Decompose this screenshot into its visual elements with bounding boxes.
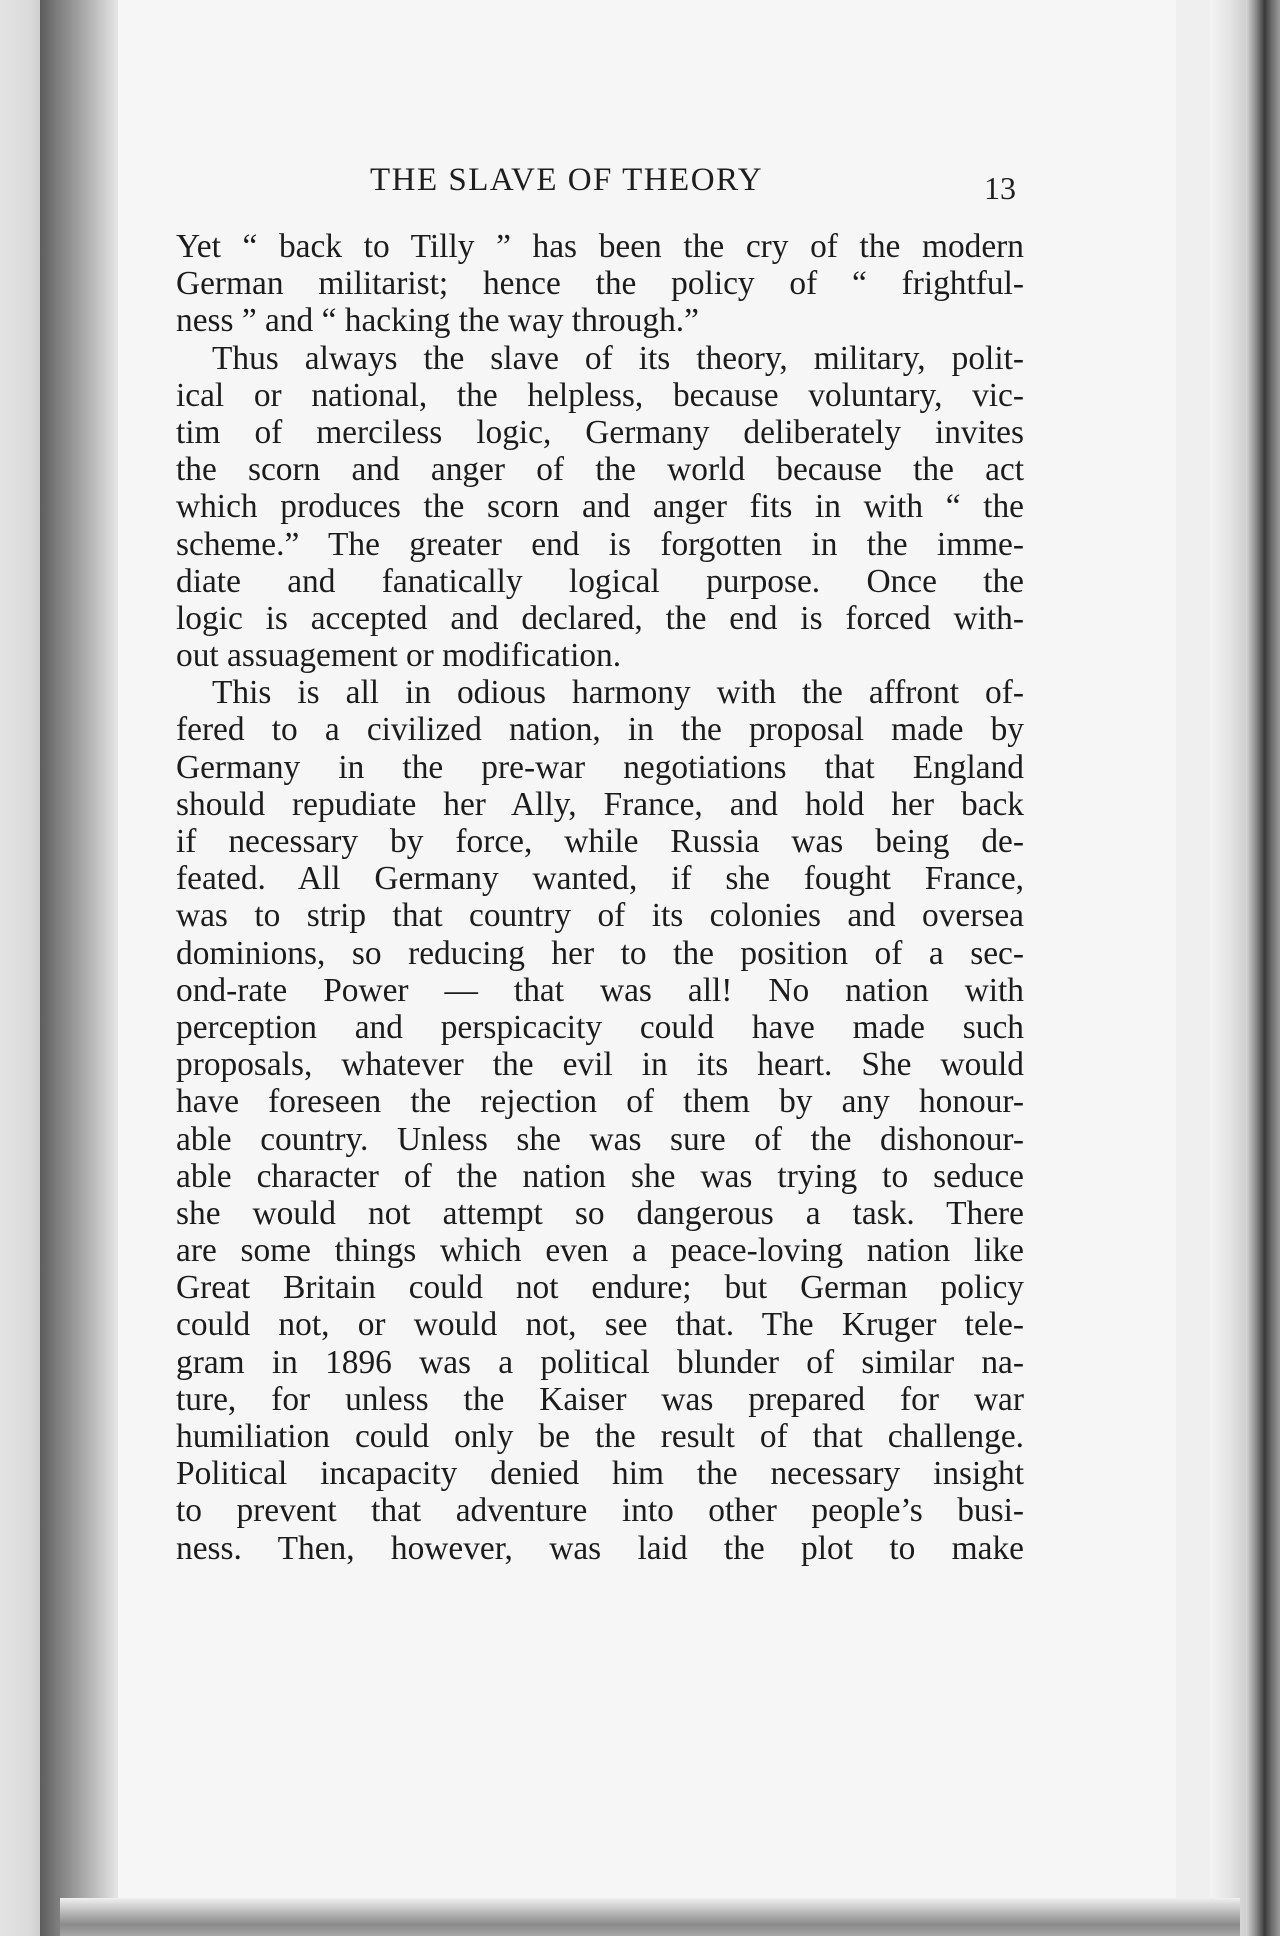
text-line: scheme.” The greater end is forgotten in the imme- — [176, 525, 1024, 563]
text-line: dominions, so reducing her to the position of a sec- — [176, 934, 1024, 972]
text-line: she would not attempt so dangerous a task. There — [176, 1194, 1024, 1232]
text-line: could not, or would not, see that. The Kruger tele- — [176, 1306, 1024, 1344]
text-line: ond-rate Power — that was all! No nation with — [176, 971, 1024, 1009]
book-gutter — [40, 0, 118, 1936]
text-line: feated. All Germany wanted, if she fought France, — [176, 860, 1024, 898]
text-line: Great Britain could not endure; but German policy — [176, 1269, 1024, 1307]
text-line: humiliation could only be the result of that challenge. — [176, 1418, 1024, 1455]
text-line: Thus always the slave of its theory, military, polit- — [212, 339, 1024, 377]
text-line: tim of merciless logic, Germany deliberately invites — [176, 413, 1024, 451]
text-line: German militarist; hence the policy of “ frightful- — [176, 265, 1024, 303]
text-line: fered to a civilized nation, in the proposal made by — [176, 711, 1024, 749]
text-line: Yet “ back to Tilly ” has been the cry of the modern — [176, 228, 1024, 265]
text-line: are some things which even a peace-loving nation like — [176, 1232, 1024, 1270]
text-line: able character of the nation she was trying to seduce — [176, 1157, 1024, 1195]
text-line: ness ” and “ hacking the way through.” — [176, 302, 699, 340]
text-line: diate and fanatically logical purpose. Once the — [176, 562, 1024, 600]
page-number: 13 — [984, 170, 1016, 206]
text-line: This is all in odious harmony with the affront of- — [212, 674, 1024, 712]
text-line: gram in 1896 was a political blunder of similar na- — [176, 1343, 1024, 1381]
text-line: the scorn and anger of the world because the act — [176, 451, 1024, 489]
text-line: Germany in the pre-war negotiations that England — [176, 748, 1024, 786]
text-line: which produces the scorn and anger fits in with “ the — [176, 488, 1024, 526]
text-line: out assuagement or modification. — [176, 637, 622, 675]
text-line: ness. Then, however, was laid the plot to make — [176, 1529, 1024, 1567]
body-text — [176, 228, 1024, 1567]
text-line: ture, for unless the Kaiser was prepared for war — [176, 1380, 1024, 1418]
text-line: if necessary by force, while Russia was being de- — [176, 823, 1024, 860]
left-page-edge — [0, 0, 40, 1936]
text-line: proposals, whatever the evil in its heart. She would — [176, 1046, 1024, 1084]
text-line: ical or national, the helpless, because voluntary, vic- — [176, 376, 1024, 414]
running-head: THE SLAVE OF THEORY — [370, 162, 764, 198]
text-line: to prevent that adventure into other people’s busi- — [176, 1492, 1024, 1530]
text-line: should repudiate her Ally, France, and hold her back — [176, 785, 1024, 823]
bottom-page-edge — [60, 1898, 1240, 1936]
text-line: perception and perspicacity could have made such — [176, 1008, 1024, 1046]
text-line: was to strip that country of its colonies and oversea — [176, 897, 1024, 935]
right-page-edge — [1210, 0, 1246, 1936]
book-binding-edge — [1246, 0, 1280, 1936]
text-line: able country. Unless she was sure of the dishonour- — [176, 1120, 1024, 1158]
text-line: logic is accepted and declared, the end is forced with- — [176, 599, 1024, 637]
text-line: have foreseen the rejection of them by any honour- — [176, 1083, 1024, 1121]
text-line: Political incapacity denied him the necessary insight — [176, 1455, 1024, 1493]
